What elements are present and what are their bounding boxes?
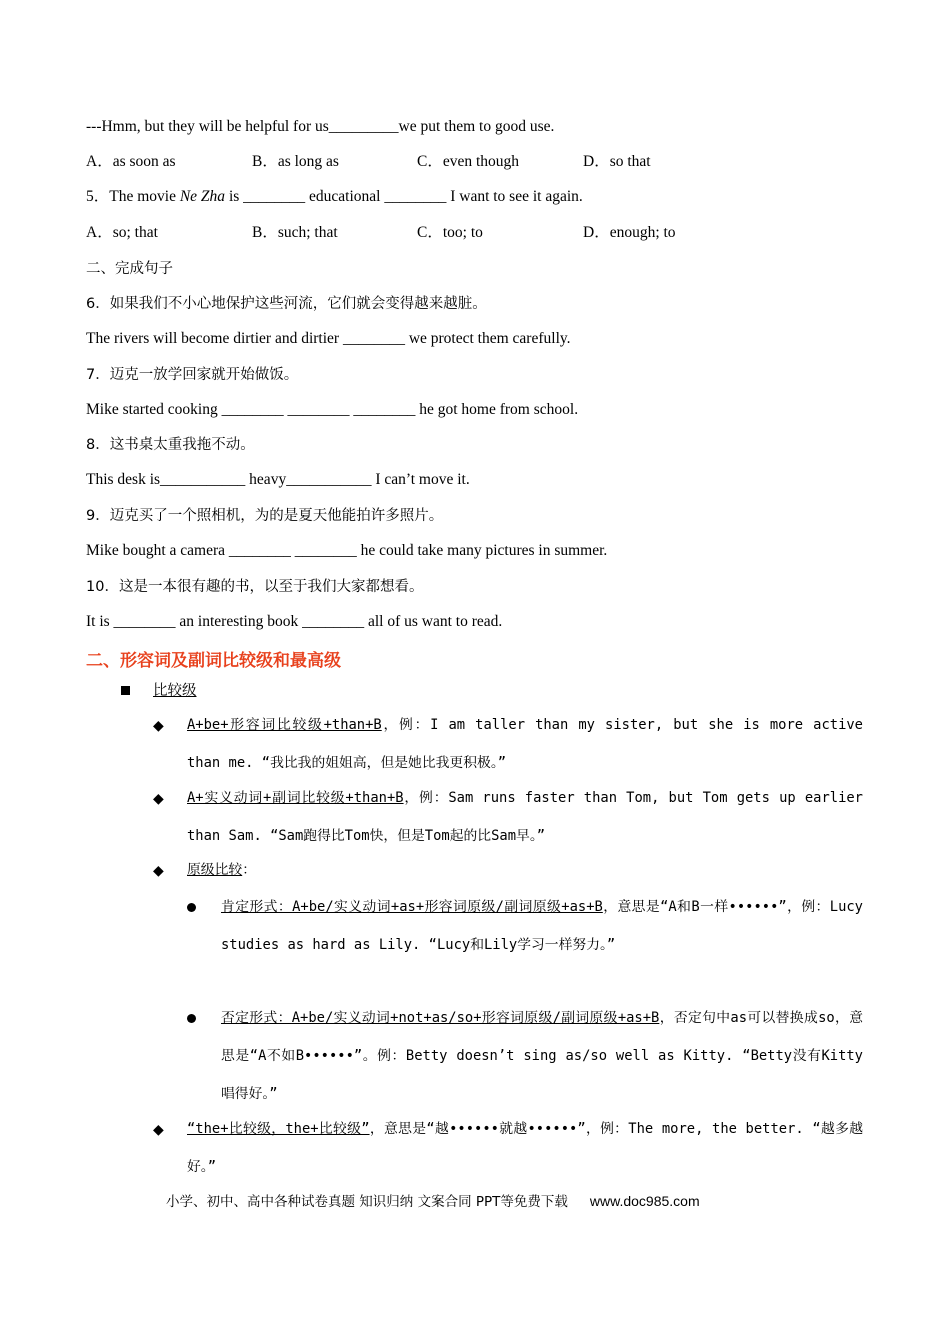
rule3-formula: 原级比较 xyxy=(187,862,243,878)
rule2-text: ，例：Sam runs faster than Tom, but Tom gets up earlier than Sam. “Sam跑得比Tom快，但是Tom起的比Sam早。” xyxy=(187,790,863,844)
q4-option-a: A．as soon as xyxy=(86,153,176,170)
rule3a-text: ，意思是“A和B一样••••••”，例：Lucy studies as hard as Lily. “Lucy和Lily学习一样努力。” xyxy=(221,899,863,953)
diamond-bullet-icon: ◆ xyxy=(153,1122,164,1138)
rule2-formula: A+实义动词+副词比较级+than+B xyxy=(187,790,404,806)
diamond-bullet-icon: ◆ xyxy=(153,791,164,807)
q5-option-c: C．too; to xyxy=(417,224,483,241)
q5-rest: is ________ educational ________ I want to see it again. xyxy=(225,188,583,205)
q9-chinese: 9．迈克买了一个照相机，为的是夏天他能拍许多照片。 xyxy=(86,508,444,524)
q7-english: Mike started cooking ________ ________ ________ he got home from school. xyxy=(86,401,579,418)
rule3-text: ： xyxy=(242,862,256,878)
rule3-paragraph xyxy=(187,851,863,889)
footer xyxy=(166,1191,700,1212)
rule3a-formula: 肯定形式：A+be/实义动词+as+形容词原级/副词原级+as+B xyxy=(221,899,603,915)
rule3a-paragraph xyxy=(221,888,863,964)
rule1-paragraph xyxy=(187,706,863,782)
q10-chinese: 10．这是一本很有趣的书，以至于我们大家都想看。 xyxy=(86,579,424,595)
q5-stem xyxy=(86,187,583,207)
q5-option-a: A．so; that xyxy=(86,224,158,241)
square-bullet-icon xyxy=(121,686,130,695)
q5-option-d: D．enough; to xyxy=(583,224,676,241)
q6-english: The rivers will become dirtier and dirtier ________ we protect them carefully. xyxy=(86,330,571,347)
rule4-text: ，意思是“越••••••就越••••••”，例：The more, the better. “越多越好。” xyxy=(187,1121,863,1175)
q4-option-b: B．as long as xyxy=(252,153,339,170)
q4-options xyxy=(86,152,886,172)
grammar-heading: 二、形容词及副词比较级和最高级 xyxy=(86,651,341,671)
q10-english: It is ________ an interesting book ________ all of us want to read. xyxy=(86,613,503,630)
q8-chinese: 8．这书桌太重我拖不动。 xyxy=(86,437,255,453)
rule4-paragraph xyxy=(187,1110,863,1186)
q6-chinese: 6．如果我们不小心地保护这些河流，它们就会变得越来越脏。 xyxy=(86,296,487,312)
rule3b-formula: 否定形式：A+be/实义动词+not+as/so+形容词原级/副词原级+as+B xyxy=(221,1010,660,1026)
q4-stem: ---Hmm, but they will be helpful for us_________we put them to good use. xyxy=(86,118,555,135)
rule4-formula: “the+比较级，the+比较级” xyxy=(187,1121,370,1137)
round-bullet-icon xyxy=(187,903,196,912)
q5-option-b: B．such; that xyxy=(252,224,338,241)
q8-english: This desk is___________ heavy___________ I can’t move it. xyxy=(86,471,470,488)
rule2-paragraph xyxy=(187,779,863,855)
round-bullet-icon xyxy=(187,1014,196,1023)
rule3b-text: ，否定句中as可以替换成so，意思是“A不如B••••••”。例：Betty doesn’t sing as/so well as Kitty. “Betty没有Kitty唱得好。” xyxy=(221,1010,863,1102)
q9-english: Mike bought a camera ________ ________ he could take many pictures in summer. xyxy=(86,542,608,559)
section-title: 二、完成句子 xyxy=(86,261,173,277)
footer-site-link[interactable]: www.doc985.com xyxy=(589,1193,700,1209)
diamond-bullet-icon: ◆ xyxy=(153,863,164,879)
diamond-bullet-icon: ◆ xyxy=(153,718,164,734)
footer-text: 小学、初中、高中各种试卷真题 知识归纳 文案合同 PPT等免费下载 xyxy=(166,1194,568,1210)
rule1-text: ，例：I am taller than my sister, but she is more active than me. “我比我的姐姐高，但是她比我更积极。” xyxy=(187,717,863,771)
sub-title-comparative: 比较级 xyxy=(153,683,197,699)
q4-option-c: C．even though xyxy=(417,153,520,170)
q5-movie-title: Ne Zha xyxy=(179,188,226,205)
q5-number: 5．The movie xyxy=(86,188,180,205)
rule1-formula: A+be+形容词比较级+than+B xyxy=(187,717,382,733)
q5-options xyxy=(86,223,886,243)
rule3b-paragraph xyxy=(221,999,863,1113)
q7-chinese: 7．迈克一放学回家就开始做饭。 xyxy=(86,367,299,383)
q4-option-d: D．so that xyxy=(583,153,651,170)
